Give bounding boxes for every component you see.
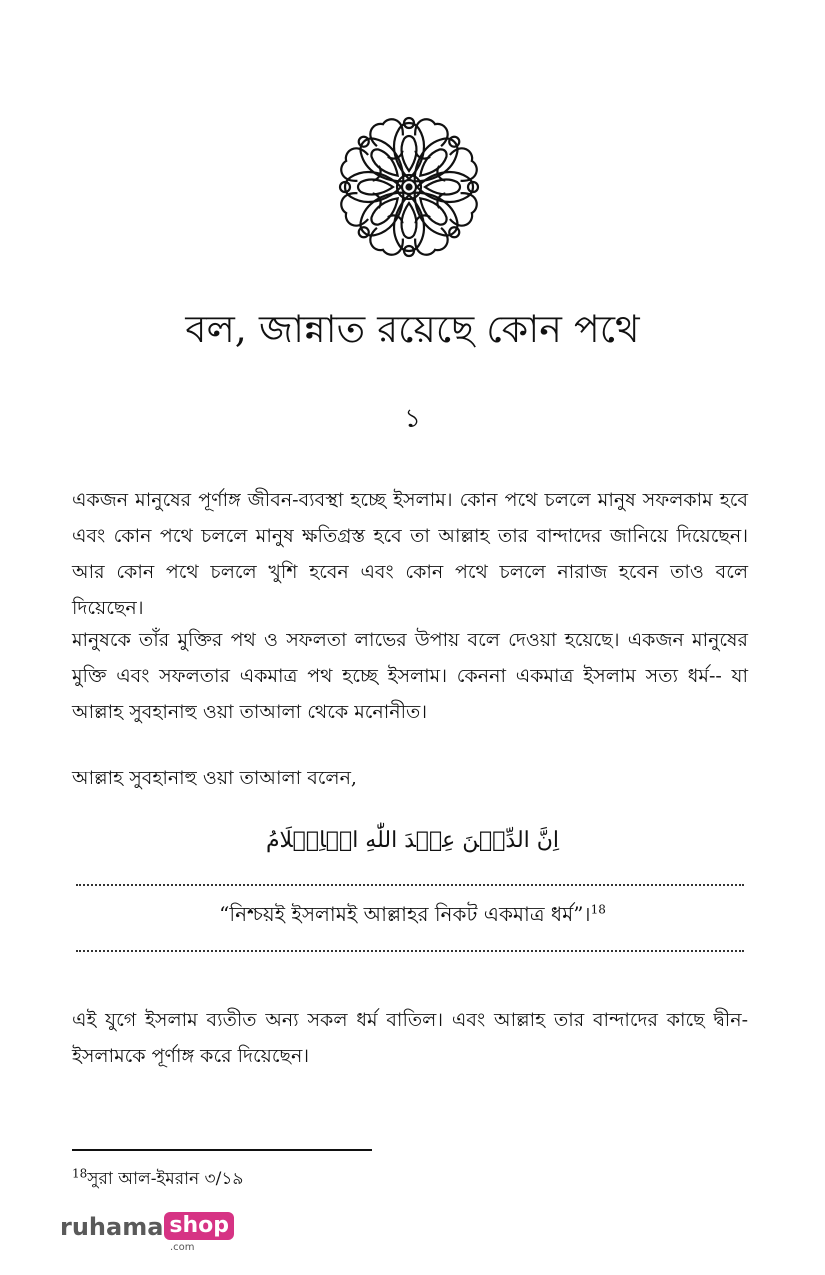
footnote-text: সুরা আল-ইমরান ৩/১৯ bbox=[87, 1169, 244, 1189]
brand-logo-main: ruhama bbox=[60, 1213, 164, 1241]
dotted-divider-bottom bbox=[76, 950, 744, 952]
brand-logo-shop: shop bbox=[164, 1212, 234, 1240]
chapter-number: ১ bbox=[404, 404, 421, 434]
translation-text: “নিশ্চয়ই ইসলামই আল্লাহর নিকট একমাত্র ধর্ম”। bbox=[219, 902, 591, 926]
paragraph-1: একজন মানুষের পূর্ণাঙ্গ জীবন-ব্যবস্থা হচ্ছে ইসলাম। কোন পথে চললে মানুষ সফলকাম হবে এবং কোন পথে চললে মানুষ ক্ষতিগ্রস্ত হবে তা আল্লাহ তার বান্দাদের জানিয়ে দিয়েছেন। আর কোন পথে চললে খুশি হবেন এবং কোন পথে চললে নারাজ হবেন তাও বলে দিয়েছেন। bbox=[72, 489, 748, 619]
brand-logo-domain: .com bbox=[170, 1242, 195, 1253]
dotted-divider-top bbox=[76, 884, 744, 886]
arabic-verse: اِنَّ الدِّيۡنَ عِنۡدَ اللّٰهِ الۡاِسۡلَامُ bbox=[265, 828, 560, 853]
page-title: বল, জান্নাত রয়েছে কোন পথে bbox=[185, 307, 640, 351]
verse-translation bbox=[0, 900, 825, 933]
footnote bbox=[72, 1166, 243, 1194]
brand-logo bbox=[60, 1212, 234, 1256]
paragraph-3: এই যুগে ইসলাম ব্যতীত অন্য সকল ধর্ম বাতিল। এবং আল্লাহ তার বান্দাদের কাছে দ্বীন-ইসলামকে পূর্ণাঙ্গ করে দিয়েছেন। bbox=[72, 1009, 748, 1067]
footnote-number: 18 bbox=[72, 1166, 88, 1181]
intro-line: আল্লাহ সুবহানাহু ওয়া তাআলা বলেন, bbox=[72, 767, 357, 789]
footnote-separator bbox=[72, 1149, 372, 1151]
floral-mandala-icon bbox=[334, 112, 484, 262]
paragraph-2: মানুষকে তাঁর মুক্তির পথ ও সফলতা লাভের উপায় বলে দেওয়া হয়েছে। একজন মানুষের মুক্তি এবং সফলতার একমাত্র পথ হচ্ছে ইসলাম। কেননা একমাত্র ইসলাম সত্য ধর্ম-- যা আল্লাহ সুবহানাহু ওয়া তাআলা থেকে মনোনীত। bbox=[72, 629, 748, 723]
footnote-reference[interactable]: 18 bbox=[590, 902, 606, 917]
